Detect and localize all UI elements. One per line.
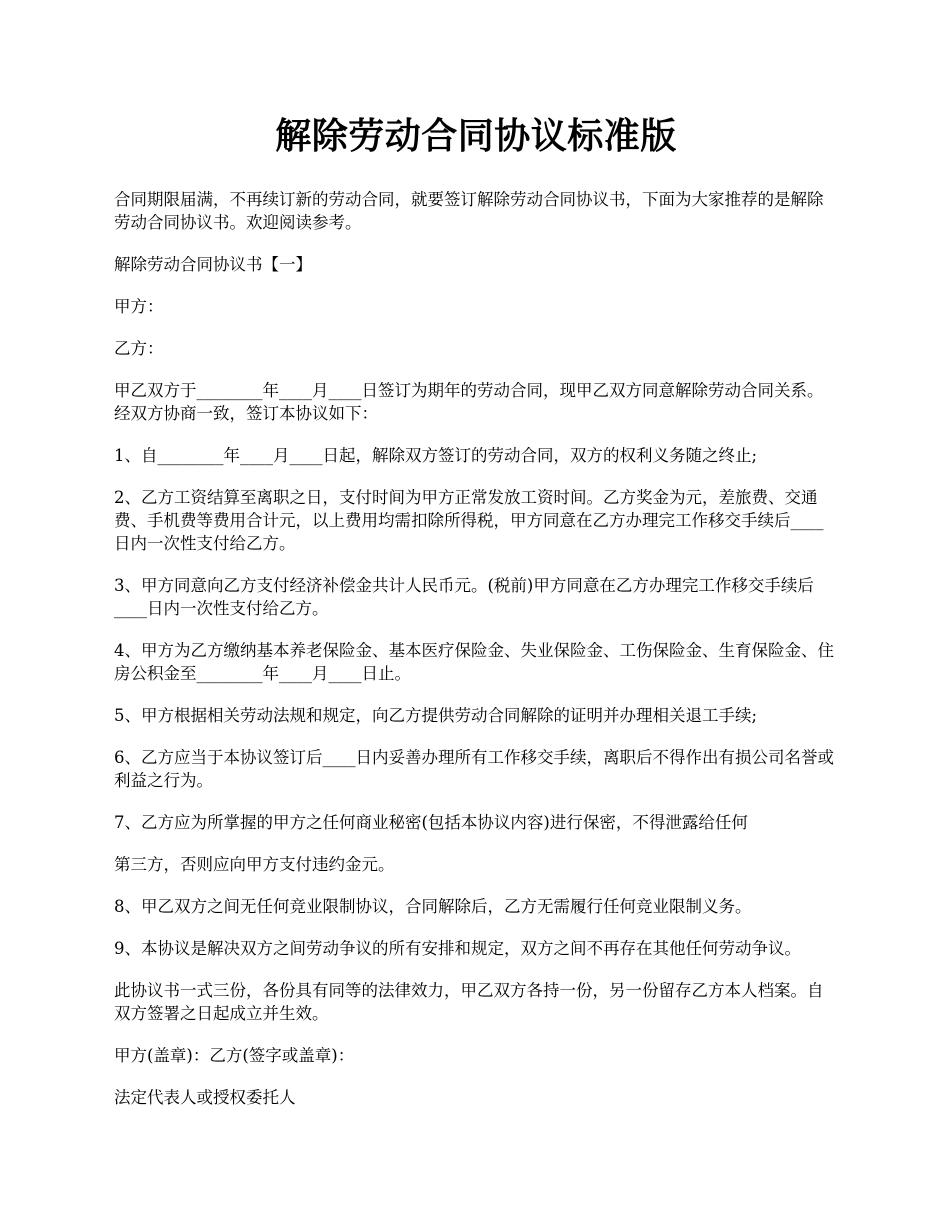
representative-line: 法定代表人或授权委托人 [114,1088,296,1107]
party-a-label: 甲方： [114,297,164,316]
clause-7-continued: 第三方，否则应向甲方支付违约金元。 [114,855,395,874]
closing-paragraph: 此协议书一式三份，各份具有同等的法律效力，甲乙双方各持一份，另一份留存乙方本人档案。自双方签署之日起成立并生效。 [114,981,824,1023]
document-title: 解除劳动合同协议标准版 [275,115,677,157]
clause-1: 1、自________年____月____日起，解除双方签订的劳动合同，双方的权利义务随之终止; [114,446,758,465]
clause-5: 5、甲方根据相关劳动法规和规定，向乙方提供劳动合同解除的证明并办理相关退工手续; [114,706,758,725]
clause-8: 8、甲乙双方之间无任何竞业限制协议，合同解除后，乙方无需履行任何竞业限制义务。 [114,897,752,916]
intro-paragraph: 合同期限届满，不再续订新的劳动合同，就要签订解除劳动合同协议书，下面为大家推荐的是解除劳动合同协议书。欢迎阅读参考。 [114,190,824,232]
preamble-paragraph: 甲乙双方于________年____月____日签订为期年的劳动合同，现甲乙双方同意解除劳动合同关系。经双方协商一致，签订本协议如下： [114,381,824,423]
signature-line: 甲方(盖章)：乙方(签字或盖章)： [114,1046,355,1065]
clause-7: 7、乙方应为所掌握的甲方之任何商业秘密(包括本协议内容)进行保密，不得泄露给任何 [114,813,748,832]
clause-3: 3、甲方同意向乙方支付经济补偿金共计人民币元。(税前)甲方同意在乙方办理完工作移交手续后____日内一次性支付给乙方。 [114,576,814,618]
clause-2: 2、乙方工资结算至离职之日，支付时间为甲方正常发放工资时间。乙方奖金为元，差旅费、交通费、手机费等费用合计元，以上费用均需扣除所得税，甲方同意在乙方办理完工作移交手续后____日内一次性支付给乙方。 [114,488,824,553]
clause-9: 9、本协议是解决双方之间劳动争议的所有安排和规定，双方之间不再存在其他任何劳动争议。 [114,939,801,958]
section-heading: 解除劳动合同协议书【一】 [114,255,312,274]
clause-4: 4、甲方为乙方缴纳基本养老保险金、基本医疗保险金、失业保险金、工伤保险金、生育保险金、住房公积金至________年____月____日止。 [114,641,834,683]
clause-6: 6、乙方应当于本协议签订后____日内妥善办理所有工作移交手续，离职后不得作出有损公司名誉或利益之行为。 [114,748,834,790]
party-b-label: 乙方： [114,339,164,358]
